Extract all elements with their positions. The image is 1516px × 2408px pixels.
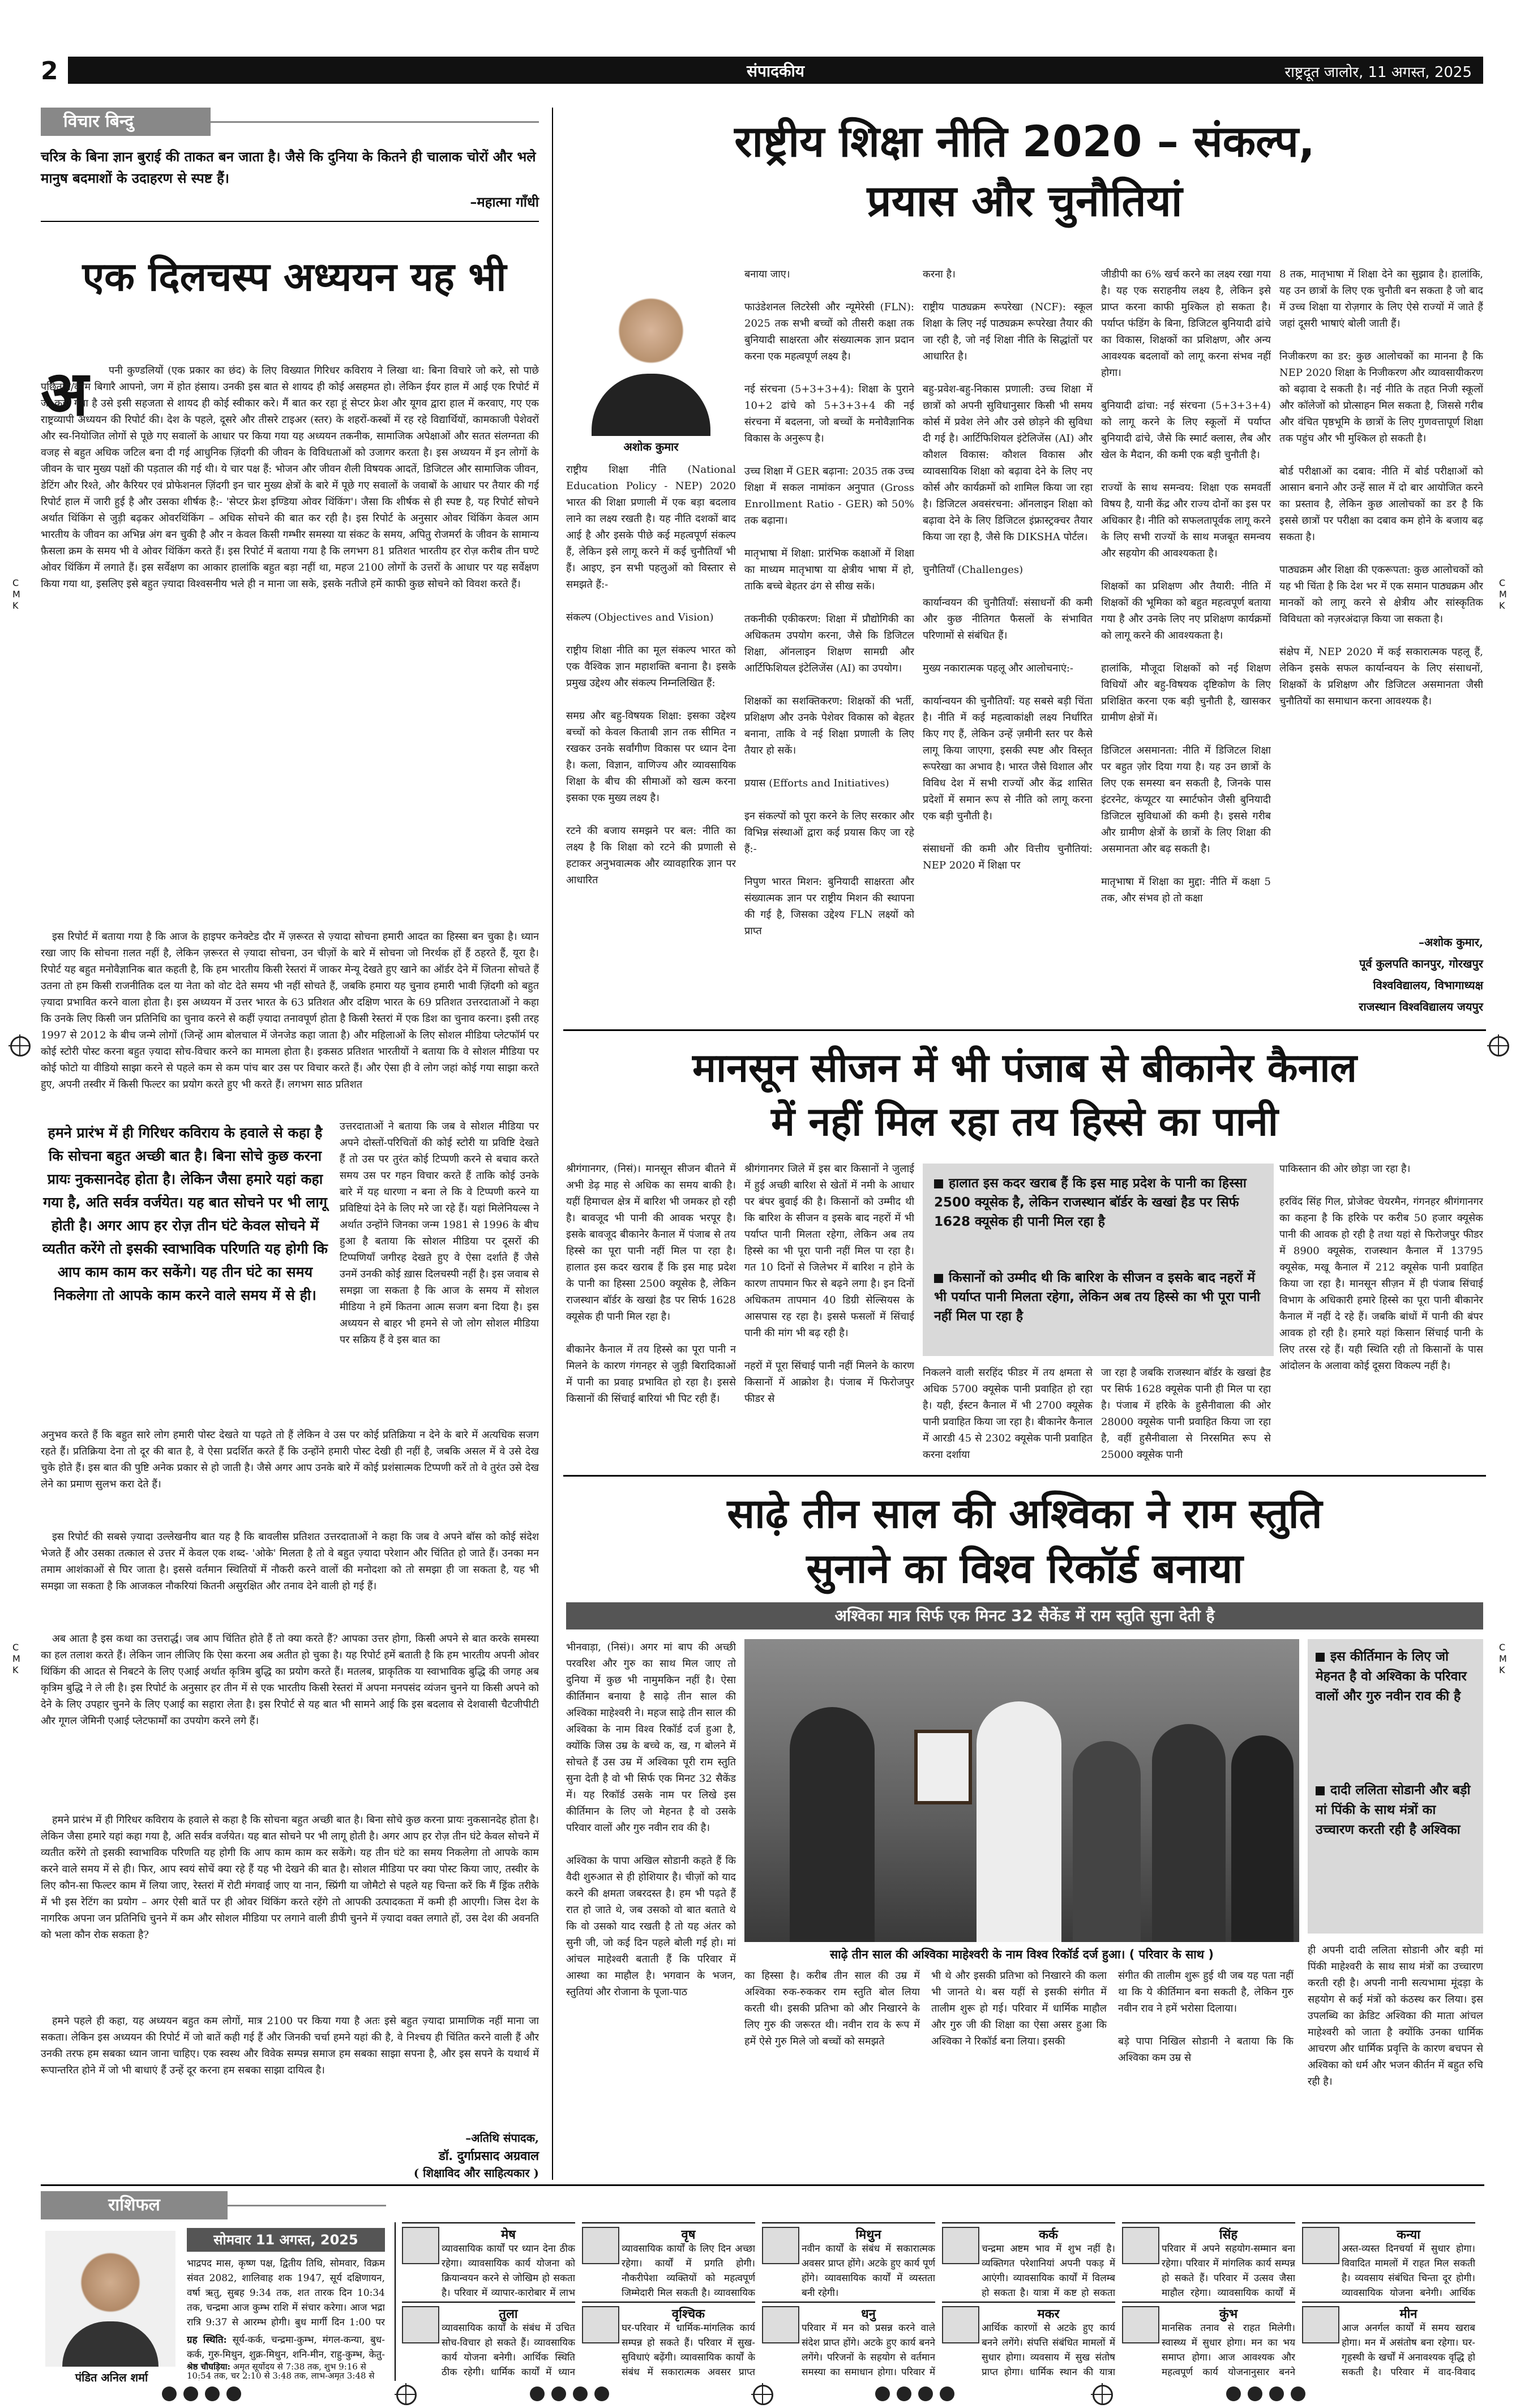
ashvika-bottom-column-2: भी थे और इसकी प्रतिभा को निखारने की कला भी जानते थे। बस यहीं से इसकी संगीत में तालीम शुरू हो गई। परिवार में धार्मिक माहौल और गुरु जी की शिक्षा का ऐसा असर हुआ कि अश्विका ने रिकॉर्ड बना लिया। इसकी bbox=[931, 1970, 1107, 2047]
zodiac-icon bbox=[1122, 2227, 1159, 2264]
family-photo-caption: साढ़े तीन साल की अश्विका माहेश्वरी के नाम विश्व रिकॉर्ड दर्ज हुआ। ( परिवार के साथ ) bbox=[829, 1948, 1214, 1961]
reg-dot bbox=[183, 2386, 198, 2401]
person-silhouette bbox=[977, 1701, 1061, 1942]
reg-dot bbox=[897, 2386, 911, 2401]
rashi-text: आज अनर्गल कार्यों में समय खराब होगा। मन में असंतोष बना रहेगा। घर-गृहस्थी के खर्चों में अनावश्यक वृद्धि हो सकती है। परिवार में वाद-विवाद bbox=[1342, 2323, 1475, 2377]
rashi-text: व्यावसायिक कार्यों पर ध्यान देना ठीक रहेगा। व्यावसायिक कार्य योजना को क्रियान्वयन करने से जोखिम हो सकता है। परिवार में व्यापार-कारोबार में लाभ bbox=[442, 2243, 575, 2298]
editorial-paragraph-6: अब आता है इस कथा का उत्तरार्द्ध। जब आप चिंतित होते हैं तो क्या करते हैं? आपका उत्तर होगा, किसी अपने से बात करके समस्या का हल तलाश करते हैं। लेकिन जान लीजिए कि ऐसा करना अब अतीत हो चुका है। यह रिपोर्ट हमें बताती है कि हम भारतीय अपनी ओवर थिंकिंग की आदत से निबटने के लिए एआई अर्थात कृत्रिम बुद्धि का प्रयोग करते हैं। मतलब, प्राकृतिक या स्वाभाविक बुद्धि की जगह अब कृत्रिम बुद्धि ने ले ली है। इस रिपोर्ट के अनुसार हर तीन में से एक भारतीय किसी रेस्तरां में अपना मनपसंद व्यंजन चुनने या किसी अपने को देने के लिए उपहार चुनने के लिए एआई का सहारा लेता है। इस रिपोर्ट से यह बात भी सामने आई कि इस बदलाव से देशवासी चैटजीपीटी और गूगल जेमिनी एआई प्लेटफार्मों का उपयोग करने लगे हैं। bbox=[41, 1633, 539, 1727]
rashi-text: चन्द्रमा अष्टम भाव में शुभ नहीं है। व्यक्तिगत परेशानियां अपनी पकड़ में आएंगी। व्यावसायिक कार्यों में विलम्ब हो सकता है। यात्रा में कष्ट हो सकता bbox=[982, 2243, 1115, 2298]
choghadiya-text: अमृत सूर्योदय से 7:38 तक, शुभ 9:16 से 10:54 तक, चर 2:10 से 3:48 तक, लाभ-अमृत 3:48 से bbox=[187, 2362, 375, 2380]
monsoon-highlight-1 bbox=[934, 1174, 1265, 1231]
rashi-card bbox=[402, 2222, 575, 2299]
monsoon-column-3: निकलने वाली सरहिंद फीडर में तय क्षमता से अधिक 5700 क्यूसेक पानी प्रवाहित हो रहा है। यही, ईस्टन कैनाल में भी 2700 क्यूसेक पानी प्रवाहित किया जा रहा है। बीकानेर कैनाल में आरडी 45 से 2302 क्यूसेक पानी प्रवाहित करना दर्शाया bbox=[923, 1367, 1093, 1461]
reg-dot bbox=[594, 2386, 609, 2401]
registration-mark-left-2: CMK bbox=[12, 1642, 20, 1675]
author-photo-caption: अशोक कुमार bbox=[623, 440, 679, 454]
vichar-rule bbox=[211, 121, 539, 123]
monsoon-column-4: जा रहा है जबकि राजस्थान बॉर्डर के खखां हैड पर सिर्फ 1628 क्यूसेक पानी ही मिल पा रहा है। पंजाब में हरिके के हुसैनीवाला की ओर 28000 क्यूसेक पानी प्रवाहित किया जा रहा है, वहीं हुसैनीवाला से निरसमित रूप से 25000 क्यूसेक पानी bbox=[1101, 1367, 1271, 1461]
ashvika-highlight-1-text: इस कीर्तिमान के लिए जो मेहनत है वो अश्विका के परिवार वालों और गुरु नवीन राव की है bbox=[1316, 1649, 1467, 1704]
rashi-name: कन्या bbox=[1397, 2228, 1420, 2242]
ashvika-right-column: ही अपनी दादी ललिता सोडानी और बड़ी मां पिंकी माहेश्वरी के साथ साथ मंत्रों का उच्चारण करती रही है। अपनी नानी सत्यभामा मूंदड़ा के सहयोग से कई मंत्रों को कंठस्थ कर लिया। इस उपलब्धि का क्रेडिट अश्विका की माता आंचल माहेश्वरी को जाता है क्योंकि उनका धार्मिक आचरण और धार्मिक प्रवृत्ति के कारण बचपन से अश्विका को धर्म और भजन कीर्तन में बहुत रुचि रही है। bbox=[1308, 1944, 1483, 2088]
rashifal-date: सोमवार 11 अगस्त, 2025 bbox=[213, 2232, 358, 2248]
rashi-card bbox=[942, 2302, 1115, 2379]
nep-column-3: करना है। राष्ट्रीय पाठ्यक्रम रूपरेखा (NCF): स्कूल शिक्षा के लिए नई पाठ्यक्रम रूपरेखा तैयार की जा रही है, जो नई शिक्षा नीति के सिद्धांतों पर आधारित है। बहु-प्रवेश-बहु-निकास प्रणाली: उच्च शिक्षा में छात्रों को अपनी सुविधानुसार किसी भी समय कोर्स में प्रवेश लेने और उसे छोड़ने की सुविधा दी गई है। आर्टिफिशियल इंटेलिजेंस (AI) और कौशल विकास: कौशल विकास और व्यावसायिक शिक्षा को बढ़ावा देने के लिए नए कोर्स और कार्यक्रमों को शामिल किया जा रहा है। डिजिटल अवसंरचना: ऑनलाइन शिक्षा को बढ़ावा देने के लिए डिजिटल इंफ्रास्ट्रक्चर तैयार किया जा रहा है, जैसे कि DIKSHA पोर्टल। चुनौतियाँ (Challenges) कार्यान्वयन की चुनौतियाँ: संसाधनों की कमी और कुछ नीतिगत फैसलों के संभावित परिणामों से संबंधित हैं। मुख्य नकारात्मक पहलू और आलोचनाएं:- कार्यान्वयन की चुनौतियाँ: यह सबसे बड़ी चिंता है। नीति में कई महत्वाकांक्षी लक्ष्य निर्धारित किए गए हैं, लेकिन उन्हें ज़मीनी स्तर पर कैसे लागू किया जाएगा, इसकी स्पष्ट और विस्तृत रूपरेखा का अभाव है। भारत जैसे विशाल और विविध देश में सभी राज्यों और केंद्र शासित प्रदेशों में समान रूप से नीति को लागू करना एक बड़ी चुनौती है। संसाधनों की कमी और वित्तीय चुनौतियां: NEP 2020 में शिक्षा पर bbox=[923, 268, 1093, 871]
rashi-name: कुंभ bbox=[1219, 2307, 1238, 2321]
nep-signature-4: राजस्थान विश्वविद्यालय जयपुर bbox=[1359, 1000, 1483, 1013]
zodiac-icon bbox=[942, 2306, 979, 2343]
editorial-paragraph-5: इस रिपोर्ट की सबसे ज़्यादा उल्लेखनीय बात यह है कि बावलीस प्रतिशत उत्तरदाताओं ने कहा कि जब वे अपने बॉस को कोई संदेश भेजते हैं और उसका तत्काल से उत्तर में केवल एक शब्द- 'ओके' मिलता है तो वे बहुत ज़्यादा परेशान और चिंतित हो जाते हैं। उनका मन तमाम आशंकाओं से घिर जाता है। इससे वर्तमान स्थितियों में नौकरी करने वालों की मनोदशा को तो समझा ही जा सकता है, यह भी समझा जा सकता है कि आजकल नौकरियां कितनी असुरक्षित और तनाव देने वाली हो गई हैं। bbox=[41, 1531, 539, 1592]
bullet-square-icon bbox=[934, 1274, 943, 1283]
monsoon-title-line-1: मानसून सीजन में भी पंजाब से बीकानेर कैनाल bbox=[692, 1045, 1357, 1091]
person-silhouette bbox=[1152, 1724, 1226, 1942]
reg-dot bbox=[1269, 2386, 1284, 2401]
editorial-pullquote: हमने प्रारंभ में ही गिरिधर कविराय के हवाले से कहा है कि सोचना बहुत अच्छी बात है। बिना सोचे कुछ करना प्रायः नुकसानदेह होता है। लेकिन जैसा हमारे यहां कहा गया है, अति सर्वत्र वर्जयेत। यह बात सोचने पर भी लागू होती है। अगर आप हर रोज़ तीन घंटे केवल सोचने में व्यतीत करेंगे तो इसकी स्वाभाविक परिणति यह होगी कि आप काम काम कर सकेंगे। यह तीन घंटे का समय निकलेगा तो आपके काम करने वाले समय में से ही। bbox=[42, 1124, 328, 1303]
rashi-text: परिवार में मन को प्रसन्न करने वाले संदेश प्राप्त होंगे। अटके हुए कार्य बनने लगेंगे। परिजनों के सहयोग से वर्तमान समस्या का समाधान होगा। परिवार में bbox=[802, 2323, 935, 2377]
vichar-label: विचार बिन्दु bbox=[63, 112, 134, 131]
vichar-bottom-rule bbox=[41, 221, 539, 222]
monsoon-column-5: पाकिस्तान की ओर छोड़ा जा रहा है। हरविंद सिंह गिल, प्रोजेक्ट चेयरमैन, गंगनहर श्रीगंगानगर का कहना है कि हरिके पर करीब 50 हजार क्यूसेक पानी की आवक हो रही है तथा यहां से फिरोजपुर फीडर में 8900 क्यूसेक, राजस्थान कैनाल में 13795 क्यूसेक, मखू कैनाल में 212 क्यूसेक पानी प्रवाहित किया जा रहा है। मानसून सीज़न में ही पंजाब सिंचाई विभाग के अधिकारी हमारे हिस्से का पूरा पानी बीकानेर कैनाल में नहीं दे रहे हैं। जबकि बांधों में पानी की बंपर आवक हो रही है। हमारे यहां किसान सिंचाई पानी के लिए तरस रहे हैं। यही स्थिति रही तो किसानों के पास आंदोलन के अलावा कोई दूसरा विकल्प नहीं है। bbox=[1279, 1163, 1483, 1372]
nep-signature-3: विश्वविद्यालय, विभागाध्यक्ष bbox=[1373, 978, 1483, 992]
rashi-name: मकर bbox=[1037, 2307, 1060, 2321]
editorial-paragraph-8: हमने पहले ही कहा, यह अध्ययन बहुत कम लोगों, मात्र 2100 पर किया गया है अतः इसे बहुत ज़्यादा प्रामाणिक नहीं माना जा सकता। लेकिन इस अध्ययन की रिपोर्ट में जो बातें कही गई हैं और जिनकी चर्चा हमने यहां की है, वे निश्चय ही चिंतित करने वाली हैं और उनकी तरफ हम सबका ध्यान जाना चाहिए। एक स्वस्थ और विवेक सम्पन्न समाज हम सबका साझा सपना है, और इस सपने के यथार्थ में रूपान्तरित होने में जो भी बाधाएं हैं उन्हें दूर करना हम सबका साझा दायित्व है। bbox=[41, 2015, 539, 2076]
monsoon-highlight-box bbox=[923, 1164, 1274, 1356]
reg-dot bbox=[1226, 2386, 1241, 2401]
rashi-text: आर्थिक कारणों से अटके हुए कार्य बनने लगेंगे। संपत्ति संबंधित मामलों में सुधार होगा। व्यवसाय में सुख संतोष प्राप्त होगा। धार्मिक स्थान की यात्रा bbox=[982, 2323, 1115, 2377]
panchang-footer bbox=[187, 2362, 385, 2380]
certificate-frame bbox=[914, 1730, 972, 1804]
ashvika-highlight-box bbox=[1308, 1639, 1483, 1934]
registration-dots bbox=[872, 2386, 958, 2403]
editorial-paragraph-2: इस रिपोर्ट में बताया गया है कि आज के हाइपर कनेक्टेड दौर में ज़रूरत से ज़्यादा सोचना हमारी आदत का हिस्सा बन चुका है। ध्यान रखा जाए कि सोचना ग़लत नहीं है, लेकिन ज़रूरत से ज़्यादा सोचना, उन चीज़ों के बारे में सोचना जो निरर्थक हों हैं ठहरते हैं, यूरा है। रिपोर्ट यह बहुत मनोवैज्ञानिक बात कहती है, कि हम भारतीय किसी रेस्तरां में जाकर मेन्यू देखते हुए खाने का ऑर्डर देने में जितना सोचते हैं उतना तो हम किसी राजनीतिक दल या नेता को वोट देते समय भी नहीं सोचते हैं, जबकि हमारा यह चुनाव हमारी भावी ज़िंदगी को बहुत ज़्यादा प्रभावित करने वाला होता है। इस अध्ययन में उत्तर भारत के 63 प्रतिशत और दक्षिण भारत के 69 प्रतिशत उत्तरदाताओं ने कहा कि उनके लिए किसी जन प्रतिनिधि का चुनाव करने से कहीं ज़्यादा तनावपूर्ण होता है किसी रेस्तरां में एक डिश का चुनाव करना। इसी तरह 1997 से 2012 के बीच जन्मे लोगों (जिन्हें आम बोलचाल में जेनजेड कहा जाता है) और महिलाओं के लिए सोशल मीडिया प्लेटफॉर्म पर कोई स्टोरी पोस्ट करना बहुत ज़्यादा सोच-विचार करने का मामला होता है। इकसठ प्रतिशत भारतीयों ने बताया कि वे सोशल मीडिया पर कोई फोटो या वीडियो साझा करने से पहले कम से कम पांच बार उस पर विचार करते हैं। और ऐसा ही वे लोग जहां कोई गया साझा करते हुए, अपनी तस्वीर में किसी फिल्टर का प्रयोग करते हुए भी करते हैं। लगभग साठ प्रतिशत bbox=[41, 931, 539, 1090]
zodiac-icon bbox=[942, 2227, 979, 2264]
registration-crosshair-icon bbox=[1093, 2385, 1113, 2405]
ashvika-highlight-1 bbox=[1316, 1647, 1477, 1706]
rashi-text: परिवार में अपने सहयोग-सम्मान बना रहेगा। परिवार में मांगलिक कार्य सम्पन्न हो सकते हैं। परिवार में उत्सव जैसा माहौल रहेगा। व्यावसायिक कार्यों में bbox=[1162, 2243, 1295, 2298]
reg-dot bbox=[875, 2386, 890, 2401]
zodiac-icon bbox=[402, 2306, 439, 2343]
rashi-card bbox=[402, 2302, 575, 2379]
rashi-text: अस्त-व्यस्त दिनचर्या में सुधार होगा। विवादित मामलों में राहत मिल सकती है। व्यवसाय संबंधित चिन्ता दूर होगी। व्यावसायिक योजना बनेगी। आर्थिक bbox=[1342, 2243, 1475, 2298]
rashi-card bbox=[1122, 2302, 1295, 2379]
zodiac-icon bbox=[1302, 2306, 1339, 2343]
rashi-text: मानसिक तनाव से राहत मिलेगी। स्वास्थ्य में सुधार होगा। मन का भय समाप्त होगा। आज आवश्यक और महत्वपूर्ण कार्य योजनानुसार बनने bbox=[1162, 2323, 1295, 2377]
editorial-paragraph-4: अनुभव करते हैं कि बहुत सारे लोग हमारी पोस्ट देखते या पढ़ते तो हैं लेकिन वे उस पर कोई प्रतिक्रिया न देने के बारे में अत्यधिक सजग रहते हैं। प्रतिक्रिया देना तो दूर की बात है, वे ऐसा प्रदर्शित करते हैं कि उन्होंने हमारी पोस्ट देखी ही नहीं है, जबकि असल में वे उसे देख चुके होते हैं। इस बात की पुष्टि अनेक प्रकार से हो जाती है। जैसे अगर आप उनके बारे में कोई प्रशंसात्मक टिप्पणी करें तो वे तुरंत उसे देख लेने का प्रमाण सुलभ करा देते हैं। bbox=[41, 1429, 539, 1490]
rashi-card bbox=[762, 2222, 935, 2299]
registration-crosshair-icon bbox=[396, 2385, 417, 2405]
pandit-photo-shirt bbox=[62, 2321, 159, 2367]
rashi-text: व्यावसायिक कार्यों के लिए दिन अच्छा रहेगा। कार्यों में प्रगति होगी। नौकरीपेशा व्यक्तियों को महत्वपूर्ण जिम्मेदारी मिल सकती है। व्यावसायिक bbox=[622, 2243, 755, 2298]
editorial-paragraph-3: उत्तरदाताओं ने बताया कि जब वे सोशल मीडिया पर अपने दोस्तों-परिचितों की कोई स्टोरी या प्रविष्टि देखते हैं तो उस पर तुरंत कोई टिप्पणी करने से बचाव करते समय उस पर गहन विचार करते हैं ताकि कोई उनके बारे में यह धारणा न बना ले कि वे टिप्पणी करने या प्रविष्टियां देने के लिए मरे जा रहे हैं। यहां मिलेनियल्स ने अर्थात उन्होंने जिनका जन्म 1981 से 1996 के बीच हुआ है बताया कि सोशल मीडिया पर दूसरों की टिप्पणियाँ जगीरह देखते हुए वे ऐसा दर्शाते हैं जैसे उनमें उनकी कोई ख़ास दिलचस्पी नहीं है। इस जवाब से समझा जा सकता है कि आज के समय में सोशल मीडिया ने हमें कितना आत्म सजग बना दिया है। इस अध्ययन से बाहर भी हमने से जो लोग सोशल मीडिया पर सक्रिय हैं वे इस बात का bbox=[340, 1120, 539, 1346]
publication-dateline: राष्ट्रदूत जालोर, 11 अगस्त, 2025 bbox=[1284, 64, 1472, 81]
rashi-card bbox=[762, 2302, 935, 2379]
graha-text: सूर्य-कर्क, चन्द्रमा-कुम्भ, मंगल-कन्या, बुध-कर्क, गुरु-मिथुन, शुक्र-मिथुन, शनि-मीन, राहु-कुम्भ, केतु- bbox=[187, 2334, 385, 2360]
nep-column-4: जीडीपी का 6% खर्च करने का लक्ष्य रखा गया है। यह एक सराहनीय लक्ष्य है, लेकिन इसे प्राप्त करना काफी मुश्किल हो सकता है। पर्याप्त फंडिंग के बिना, डिजिटल बुनियादी ढांचे का विकास, शिक्षकों का प्रशिक्षण, और अन्य आवश्यक बदलावों को लागू करना संभव नहीं होगा। बुनियादी ढांचा: नई संरचना (5+3+3+4) को लागू करने के लिए स्कूलों में पर्याप्त बुनियादी ढांचे, जैसे कि स्मार्ट क्लास, लैब और खेल के मैदान, की कमी एक बड़ी चुनौती है। राज्यों के साथ समन्वय: शिक्षा एक समवर्ती विषय है, यानी केंद्र और राज्य दोनों का इस पर अधिकार है। नीति को सफलतापूर्वक लागू करने के लिए सभी राज्यों के साथ मजबूत समन्वय और सहयोग की आवश्यकता है। शिक्षकों का प्रशिक्षण और तैयारी: नीति में शिक्षकों की भूमिका को बहुत महत्वपूर्ण बताया गया है और उनके लिए नए प्रशिक्षण कार्यक्रमों को लागू करने की आवश्यकता है। हालांकि, मौजूदा शिक्षकों को नई शिक्षण विधियों और बहु-विषयक दृष्टिकोण के लिए प्रशिक्षित करना एक बड़ी चुनौती है, खासकर ग्रामीण क्षेत्रों में। डिजिटल असमानता: नीति में डिजिटल शिक्षा पर बहुत ज़ोर दिया गया है। यह उन छात्रों के लिए एक समस्या बन सकती है, जिनके पास इंटरनेट, कंप्यूटर या स्मार्टफोन जैसी बुनियादी डिजिटल सुविधाओं की कमी है। इससे गरीब और ग्रामीण क्षेत्रों के छात्रों के लिए शिक्षा की असमानता और बढ़ सकती है। मातृभाषा में शिक्षा का मुद्दा: नीति में कक्षा 5 तक, और संभव हो तो कक्षा bbox=[1101, 268, 1271, 904]
rashi-name: धनु bbox=[861, 2307, 876, 2321]
rashi-text: घर-परिवार में धार्मिक-मांगलिक कार्य सम्पन्न हो सकते हैं। परिवार में सुख-सुविधाएं बढ़ेंगी। व्यावसायिक कार्यों के संबंध में सकारात्मक अवसर प्राप्त bbox=[622, 2323, 755, 2377]
ashvika-title-line-2: सुनाने का विश्व रिकॉर्ड बनाया bbox=[806, 1545, 1243, 1592]
rashi-card bbox=[1122, 2222, 1295, 2299]
ashvika-column-1: भीनवाड़ा, (निसं)। अगर मां बाप की अच्छी परवरिश और गुरु का साथ मिल जाए तो दुनिया में कुछ भी नामुमकिन नहीं है। ऐसा कीर्तिमान बनाया है साढ़े तीन साल की अश्विका माहेश्वरी ने। महज साढ़े तीन साल की अश्विका के नाम विश्व रिकॉर्ड दर्ज हुआ है, क्योंकि जिस उम्र के बच्चे क, ख, ग बोलने में सोचते हैं उस उम्र में अश्विका पूरी राम स्तुति सुना देती है वो भी सिर्फ एक मिनट 32 सैकेंड में। यह रिकॉर्ड उसके नाम पर लिखे इस कीर्तिमान के लिए जो मेहनत है वो उसके परिवार वालों और गुरु नवीन राव की है। अश्विका के पापा अखिल सोडानी कहते हैं कि वैदी शुरुआत से ही होशियार है। चीज़ों को याद करने की क्षमता जबरदस्त है। हम भी पढ़ते हैं रात हो जाते थे, जब उसको वो बात बताते थे कि वो उसको याद रखती है तो यह अंतर को सुनी जी, जो कई दिन पहले बोली गई हो। मां आंचल माहेश्वरी बताती हैं कि परिवार में आस्था का माहौल है। भगवान के भजन, स्तुतियां और रोजाना के पूजा-पाठ bbox=[566, 1641, 736, 1998]
section-title: संपादकीय bbox=[747, 62, 804, 80]
editorial-paragraph-7: हमने प्रारंभ में ही गिरिधर कविराय के हवाले से कहा है कि सोचना बहुत अच्छी बात है। बिना सोचे कुछ करना प्रायः नुकसानदेह होता है। लेकिन जैसा हमारे यहां कहा गया है, अति सर्वत्र वर्जयेत। यह बात सोचने पर भी लागू होती है। अगर आप हर रोज़ तीन घंटे केवल सोचने में व्यतीत करेंगे तो इसकी स्वाभाविक परिणति यह होगी कि आप काम काम कर सकेंगे। यह तीन घंटे का समय निकलेगा तो आपके काम करने वाले समय में से ही। फिर, आप स्वयं सोचें क्या रहे हैं यह भी देखने की बात है। सोशल मीडिया पर क्या पोस्ट किया जाए, तस्वीर के लिए कौन-सा फिल्टर काम में लिया जाए, रेस्तरां में रोटी मंगवाई जाए या नान, स्प्रिंगी या जोमैटो से पहले यह चिन्ता करें कि मैं ड्रिंक तरीके में भी इस रेटिंग का प्रयोग – अगर ऐसी बातें पर ही ओवर थिंकिंग करते रहेंगे तो आपकी उत्पादकता में कमी ही आएगी। जिस देश के नागरिक अपना जन प्रतिनिधि चुनने में कम और सोशल मीडिया पर लगाने वाली डीपी चुनने में ज़्यादा वक्त लगाते हों, उस देश की अवनति को भला कौन रोक सकता है? bbox=[41, 1814, 539, 1941]
registration-crosshair-icon bbox=[10, 1036, 31, 1057]
nep-signature-2: पूर्व कुलपति कानपुर, गोरखपुर bbox=[1359, 957, 1483, 970]
rashi-name: कर्क bbox=[1039, 2228, 1058, 2242]
vichar-label-box bbox=[41, 108, 211, 136]
nep-title-line-2: प्रयास और चुनौतियां bbox=[867, 176, 1183, 226]
rashifal-label: राशिफल bbox=[108, 2195, 160, 2215]
panchang-text: भाद्रपद मास, कृष्ण पक्ष, द्वितीय तिथि, सोमवार, विक्रम संवत 2082, शालिवाह शक 1947, सूर्य दक्षिणायन, वर्षा ऋतु, सुबह 9:34 तक, शत तारक दिन 10:34 तक, चन्द्रमा आज कुम्भ राशि में संचार करेगा। आज भद्रा रात्रि 9:37 से आरम्भ होगी। बुध मार्गी दिन 1:00 पर bbox=[187, 2258, 385, 2328]
ashvika-bottom-column-1: का हिस्सा है। करीब तीन साल की उम्र में अश्विका रुक-रुककर राम स्तुति बोल लिया करती थी। इसकी प्रतिभा को और निखारने के लिए गुरु की जरूरत थी। नवीन राव के रूप में हमें ऐसे गुरु मिले जो बच्चों को समझते bbox=[744, 1970, 920, 2047]
rashi-card bbox=[1302, 2222, 1475, 2299]
graha-sthiti-row bbox=[187, 2333, 385, 2362]
editorial-dropcap: अ bbox=[41, 357, 89, 430]
page-number: 2 bbox=[41, 57, 58, 85]
rashi-text: व्यावसायिक कार्यों के संबंध में उचित सोच-विचार हो सकते हैं। व्यावसायिक कार्य योजना बनेगी। आर्थिक स्थिति ठीक रहेगी। धार्मिक कार्यों में ध्यान bbox=[442, 2323, 575, 2377]
ashvika-subheading: अश्विका मात्र सिर्फ एक मिनट 32 सैकेंड में राम स्तुति सुना देती है bbox=[834, 1606, 1215, 1625]
rashi-text: नवीन कार्यों के संबंध में सकारात्मक अवसर प्राप्त होंगे। अटके हुए कार्य पूर्ण होंगे। व्यावसायिक कार्यों में व्यस्तता बनी रहेगी। bbox=[802, 2243, 935, 2298]
rashi-name: मिथुन bbox=[855, 2228, 881, 2242]
registration-crosshair-icon bbox=[1489, 1036, 1509, 1057]
zodiac-icon bbox=[1302, 2227, 1339, 2264]
bullet-square-icon bbox=[1316, 1653, 1325, 1662]
rashifal-rule bbox=[228, 2205, 386, 2206]
rashifal-date-bar bbox=[187, 2228, 385, 2252]
bullet-square-icon bbox=[934, 1179, 943, 1188]
editorial-signature-role: –अतिथि संपादक, bbox=[465, 2131, 539, 2145]
family-photo bbox=[744, 1639, 1299, 1942]
editorial-signature-desc: ( शिक्षाविद और साहित्यकार ) bbox=[413, 2166, 539, 2180]
registration-mark-right: CMK bbox=[1499, 578, 1507, 611]
author-photo bbox=[566, 266, 736, 436]
monsoon-highlight-2 bbox=[934, 1268, 1265, 1326]
person-silhouette bbox=[1231, 1735, 1294, 1942]
column-divider bbox=[552, 108, 553, 2180]
reg-dot bbox=[1291, 2386, 1305, 2401]
zodiac-icon bbox=[762, 2227, 799, 2264]
monsoon-title-line-2: में नहीं मिल रहा तय हिस्से का पानी bbox=[771, 1098, 1278, 1145]
ashvika-highlight-2 bbox=[1316, 1781, 1477, 1840]
registration-dots bbox=[159, 2386, 245, 2403]
reg-dot bbox=[530, 2386, 545, 2401]
rashifal-label-box bbox=[41, 2191, 228, 2219]
section-divider bbox=[41, 2184, 1484, 2186]
pandit-caption: पंडित अनिल शर्मा bbox=[75, 2371, 148, 2384]
registration-mark-left: CMK bbox=[12, 578, 20, 611]
reg-dot bbox=[940, 2386, 954, 2401]
ashvika-title-line-1: साढ़े तीन साल की अश्विका ने राम स्तुति bbox=[727, 1490, 1322, 1537]
editorial-signature-name: डॉ. दुर्गाप्रसाद अग्रवाल bbox=[438, 2149, 539, 2163]
vichar-author: –महात्मा गाँधी bbox=[470, 194, 539, 210]
registration-crosshair-icon bbox=[753, 2385, 773, 2405]
person-silhouette bbox=[790, 1707, 875, 1942]
registration-dots bbox=[1223, 2386, 1309, 2403]
zodiac-icon bbox=[582, 2227, 619, 2264]
rashi-name: वृश्चिक bbox=[671, 2307, 705, 2321]
rashi-name: मीन bbox=[1399, 2307, 1417, 2321]
author-photo-suit bbox=[592, 374, 710, 436]
section-divider bbox=[563, 1029, 1486, 1031]
section-divider bbox=[563, 1475, 1486, 1477]
nep-title-line-1: राष्ट्रीय शिक्षा नीति 2020 – संकल्प, bbox=[734, 116, 1315, 166]
rashifal-divider bbox=[395, 2222, 396, 2381]
reg-dot bbox=[551, 2386, 566, 2401]
monsoon-column-1: श्रीगंगानगर, (निसं)। मानसून सीजन बीतने में अभी डेढ़ माह से अधिक का समय बाकी है। यहीं हिमाचल क्षेत्र में बारिश भी जमकर हो रही है। बावजूद भी पानी की आवक भरपूर है। इसके बावजूद बीकानेर कैनाल में पंजाब से तय हिस्से का पूरा पानी नहीं मिल पा रहा है। हालात इस कदर खराब हैं कि इस माह प्रदेश के पानी का हिस्सा 2500 क्यूसेक है, लेकिन राजस्थान बॉर्डर के खखां हैड पर सिर्फ 1628 क्यूसेक ही पानी मिल रहा है। बीकानेर कैनाल में तय हिस्से का पूरा पानी न मिलने के कारण गंगनहर से जुड़ी बिरादिकाओं में पानी का प्रवाह प्रभावित हो रहा है। इससे किसानों की सिंचाई बारियां भी पिट रही हैं। bbox=[566, 1163, 736, 1405]
ashvika-highlight-2-text: दादी ललिता सोडानी और बड़ी मां पिंकी के साथ मंत्रों का उच्चारण करती रही है अश्विका bbox=[1316, 1783, 1471, 1837]
rashi-name: मेष bbox=[501, 2228, 516, 2242]
rashi-name: वृष bbox=[681, 2228, 696, 2242]
reg-dot bbox=[162, 2386, 177, 2401]
monsoon-column-2: श्रीगंगानगर जिले में इस बार किसानों ने जुलाई में हुई अच्छी बारिश से खेतों में नमी के आधार पर बंपर बुवाई की है। किसानों को उम्मीद थी कि बारिश के सीजन व इसके बाद नहरों में भी पर्याप्त पानी मिलता रहेगा, लेकिन अब तय हिस्से का भी पूरा पानी नहीं मिल पा रहा है। गत 10 दिनों से जिलेभर में बारिश न होने के कारण तापमान फिर से बढ़ने लगा है। इन दिनों अधिकतम तापमान 40 डिग्री सेल्सियस के आसपास रह रहा है। इससे फसलों में सिंचाई पानी की मांग भी बढ़ रही है। नहरों में पूरा सिंचाई पानी नहीं मिलने के कारण किसानों में आक्रोश है। पंजाब में फिरोजपुर फीडर से bbox=[744, 1163, 914, 1405]
graha-label: ग्रह स्थिति: bbox=[187, 2334, 227, 2346]
rashi-card bbox=[1302, 2302, 1475, 2379]
reg-dot bbox=[573, 2386, 588, 2401]
rashi-name: सिंह bbox=[1219, 2228, 1238, 2242]
zodiac-icon bbox=[402, 2227, 439, 2264]
registration-dots bbox=[526, 2386, 613, 2403]
monsoon-highlight-2-text: किसानों को उम्मीद थी कि बारिश के सीजन व इसके बाद नहरों में भी पर्याप्त पानी मिलता रहेगा, लेकिन अब तय हिस्से का भी पूरा पानी नहीं मिल पा रहा है bbox=[934, 1271, 1261, 1324]
zodiac-icon bbox=[582, 2306, 619, 2343]
reg-dot bbox=[1248, 2386, 1262, 2401]
bullet-square-icon bbox=[1316, 1786, 1325, 1795]
editorial-paragraph-1: पनी कुण्डलियों (एक प्रकार का छंद) के लिए विख्यात गिरिधर कविराय ने लिखा था: बिना विचारे जो करे, सो पाछे पछिताय/काम बिगारै आपनो, जग में होत हंसाय। उनकी इस बात से शायद ही कोई असहमत हो। लेकिन ईयर हाल में आई एक रिपोर्ट में जो कहा गया है उसे इसी सहजता से शायद ही कोई स्वीकार करेे। मैं बात कर रहा हूं सेप्टर फ्रेश और यूगव द्वारा हाल में करवाए, गए एक राष्ट्रव्यापी अध्ययन की रिपोर्ट की। देश के पहले, दूसरे और तीसरे टाइअर (स्तर) के शहरों-कस्बों में रह रहे विद्यार्थियों, कामकाजी पेशेवरों और स्व-नियोजित लोगों से पूछे गए सवालों के आधार पर किया गया यह अध्ययन तकनीक, सामाजिक अपेक्षाओं और सतत संलग्नता की वजह से बहुत अधिक जटिल बना दी गई आधुनिक ज़िंदगी की जीवन के विविधताओं को उजागर करता है। इस अध्ययन में इन लोगों के जीवन के चार मुख्य पक्षों की पड़ताल की गई थी। ये चार पक्ष हैं: भोजन और जीवन शैली विषयक आदतें, डिजिटल और सामाजिक जीवन, डेटिंग और रिश्ते, और कैरियर एवं प्रोफेशनल ज़िंदगी इन चार मुख्य क्षेत्रों के बारे में पूछे गए सवालों के जवाबों के आधार पर तैयार की गई रिपोर्ट हाल में जारी हुई है और उसका शीर्षक है:- 'सेप्टर फ्रेश इण्डिया ओवर थिंकिंग'। जैसा कि शीर्षक से ही स्पष्ट है, यह रिपोर्ट सोचने अर्थात थिंकिंग से जुड़ी बढ़कर ओवरथिंकिंग – अधिक सोचने की बात कर रही है। इस रिपोर्ट के अनुसार ओवर थिंकिंग केवल आम भारतीय के जीवन का अभिन्न अंग बन चुकी है और न केवल किसी गम्भीर समस्या या संकट के समय, अपितु रोजमर्रा के जीवन के सामान्य फ़ैसला क्रम के समय भी वे ओवर थिंकिंग करते हैं। इस रिपोर्ट में बताया गया है कि लगभग 81 प्रतिशत भारतीय हर रोज़ करीब तीन घण्टे ओवर थिंकिंग में लगाते हैं। इस सर्वेक्षण का आकार हालांकि बहुत बड़ा नहीं था, महज 2100 लोगों के उत्तरों के आधार पर यह सर्वेक्षण किया गया था, इसलिए इसे बहुत ज़्यादा विश्वसनीय भले ही न माना जा सके, इसके नतीजे हमें काफी कुछ सोचने को विवश करते हैं। bbox=[41, 365, 539, 590]
reg-dot bbox=[205, 2386, 220, 2401]
rashi-name: तुला bbox=[499, 2307, 518, 2321]
monsoon-highlight-1-text: हालात इस कदर खराब हैं कि इस माह प्रदेश के पानी का हिस्सा 2500 क्यूसेक है, लेकिन राजस्थान बॉर्डर के खखां हैड पर सिर्फ 1628 क्यूसेक ही पानी मिल रहा है bbox=[934, 1176, 1247, 1229]
choghadiya-label: श्रेष्ठ चौघड़िया: bbox=[187, 2362, 230, 2372]
rashi-card bbox=[582, 2222, 755, 2299]
reg-dot bbox=[226, 2386, 241, 2401]
ashvika-bottom-column-3: संगीत की तालीम शुरू हुई थी जब यह पता नहीं था कि ये कीर्तिमान बना सकती है, लेकिन गुरु नवीन राव ने हमें भरोसा दिलाया। बड़े पापा निखिल सोडानी ने बताया कि कि अश्विका कम उम्र से bbox=[1118, 1970, 1294, 2064]
nep-signature-1: –अशोक कुमार, bbox=[1418, 935, 1483, 949]
editorial-title: एक दिलचस्प अध्ययन यह भी bbox=[82, 254, 507, 300]
nep-column-1: राष्ट्रीय शिक्षा नीति (National Education Policy - NEP) 2020 भारत की शिक्षा प्रणाली में एक बड़ा बदलाव लाने का लक्ष्य रखती है। यह नीति दशकों बाद आई है और इसके पीछे कई महत्वपूर्ण संकल्प हैं, लेकिन इसे लागू करने में कई चुनौतियाँ भी हैं। आइए, इन सभी पहलुओं को विस्तार से समझते हैं:- संकल्प (Objectives and Vision) राष्ट्रीय शिक्षा नीति का मूल संकल्प भारत को एक वैश्विक ज्ञान महाशक्ति बनाना है। इसके प्रमुख उद्देश्य और संकल्प निम्नलिखित हैं: समग्र और बहु-विषयक शिक्षा: इसका उद्देश्य बच्चों को केवल किताबी ज्ञान तक सीमित न रखकर उनके सर्वांगीण विकास पर ध्यान देना है। कला, विज्ञान, वाणिज्य और व्यावसायिक शिक्षा के बीच की सीमाओं को खत्म करना इसका एक मुख्य लक्ष्य है। रटने की बजाय समझने पर बल: नीति का लक्ष्य है कि शिक्षा को रटने की प्रणाली से हटाकर अनुभवात्मक और व्यावहारिक ज्ञान पर आधारित bbox=[566, 464, 736, 886]
rashi-card bbox=[942, 2222, 1115, 2299]
header-bar bbox=[68, 57, 1483, 84]
person-silhouette bbox=[1073, 1741, 1141, 1942]
registration-mark-right-2: CMK bbox=[1499, 1642, 1507, 1675]
zodiac-icon bbox=[1122, 2306, 1159, 2343]
nep-column-2: बनाया जाए। फाउंडेशनल लिटरेसी और न्यूमेरेसी (FLN): 2025 तक सभी बच्चों को तीसरी कक्षा तक बुनियादी साक्षरता और संख्यात्मक ज्ञान प्रदान करना एक महत्वपूर्ण लक्ष्य है। नई संरचना (5+3+3+4): शिक्षा के पुराने 10+2 ढांचे को 5+3+3+4 की नई संरचना में बदलना, जो बच्चों के मनोवैज्ञानिक विकास के अनुरूप है। उच्च शिक्षा में GER बढ़ाना: 2035 तक उच्च शिक्षा में सकल नामांकन अनुपात (Gross Enrollment Ratio - GER) को 50% तक बढ़ाना। मातृभाषा में शिक्षा: प्रारंभिक कक्षाओं में शिक्षा का माध्यम मातृभाषा या क्षेत्रीय भाषा में हो, ताकि बच्चे बेहतर ढंग से सीख सकें। तकनीकी एकीकरण: शिक्षा में प्रौद्योगिकी का अधिकतम उपयोग करना, जैसे कि डिजिटल शिक्षा, ऑनलाइन शिक्षण सामग्री और आर्टिफिशियल इंटेलिजेंस (AI) का उपयोग। शिक्षकों का सशक्तिकरण: शिक्षकों की भर्ती, प्रशिक्षण और उनके पेशेवर विकास को बेहतर बनाना, ताकि वे नई शिक्षा प्रणाली के लिए तैयार हो सकें। प्रयास (Efforts and Initiatives) इन संकल्पों को पूरा करने के लिए सरकार और विभिन्न संस्थाओं द्वारा कई प्रयास किए जा रहे हैं:- निपुण भारत मिशन: बुनियादी साक्षरता और संख्यात्मक ज्ञान पर राष्ट्रीय मिशन की स्थापना की गई है, जिसका उद्देश्य FLN लक्ष्यों को प्राप्त bbox=[744, 268, 914, 937]
ashvika-subheading-bar bbox=[566, 1602, 1483, 1629]
reg-dot bbox=[918, 2386, 933, 2401]
rashi-card bbox=[582, 2302, 755, 2379]
zodiac-icon bbox=[762, 2306, 799, 2343]
pandit-photo bbox=[45, 2231, 175, 2367]
vichar-quote: चरित्र के बिना ज्ञान बुराई की ताकत बन जाता है। जैसे कि दुनिया के कितने ही चालाक चोरों और भले मानुष बदमाशों के उदाहरण से स्पष्ट हैं। bbox=[41, 148, 536, 186]
nep-column-5: 8 तक, मातृभाषा में शिक्षा देने का सुझाव है। हालांकि, यह उन छात्रों के लिए एक चुनौती बन सकता है जो बाद में उच्च शिक्षा या रोज़गार के लिए ऐसे राज्यों में जाते हैं जहां दूसरी भाषाएं बोली जाती हैं। निजीकरण का डर: कुछ आलोचकों का मानना है कि NEP 2020 शिक्षा के निजीकरण और व्यावसायीकरण को बढ़ावा दे सकती है। नई नीति के तहत निजी स्कूलों और कॉलेजों को प्रोत्साहन मिल सकता है, जिससे गरीब और वंचित पृष्ठभूमि के छात्रों के लिए गुणवत्तापूर्ण शिक्षा तक पहुंच और भी मुश्किल हो सकती है। बोर्ड परीक्षाओं का दबाव: नीति में बोर्ड परीक्षाओं को आसान बनाने और उन्हें साल में दो बार आयोजित करने का प्रस्ताव है, लेकिन कुछ आलोचकों का डर है कि इससे छात्रों पर परीक्षा का दबाव कम होने के बजाय बढ़ सकता है। पाठ्यक्रम और शिक्षा की एकरूपता: कुछ आलोचकों को यह भी चिंता है कि देश भर में एक समान पाठ्यक्रम और मानकों को लागू करने से क्षेत्रीय और सांस्कृतिक विविधता को नज़रअंदाज़ किया जा सकता है। संक्षेप में, NEP 2020 में कई सकारात्मक पहलू हैं, लेकिन इसके सफल कार्यान्वयन के लिए संसाधनों, शिक्षकों के प्रशिक्षण और डिजिटल असमानता जैसी चुनौतियों का समाधान करना आवश्यक है। bbox=[1279, 268, 1483, 707]
